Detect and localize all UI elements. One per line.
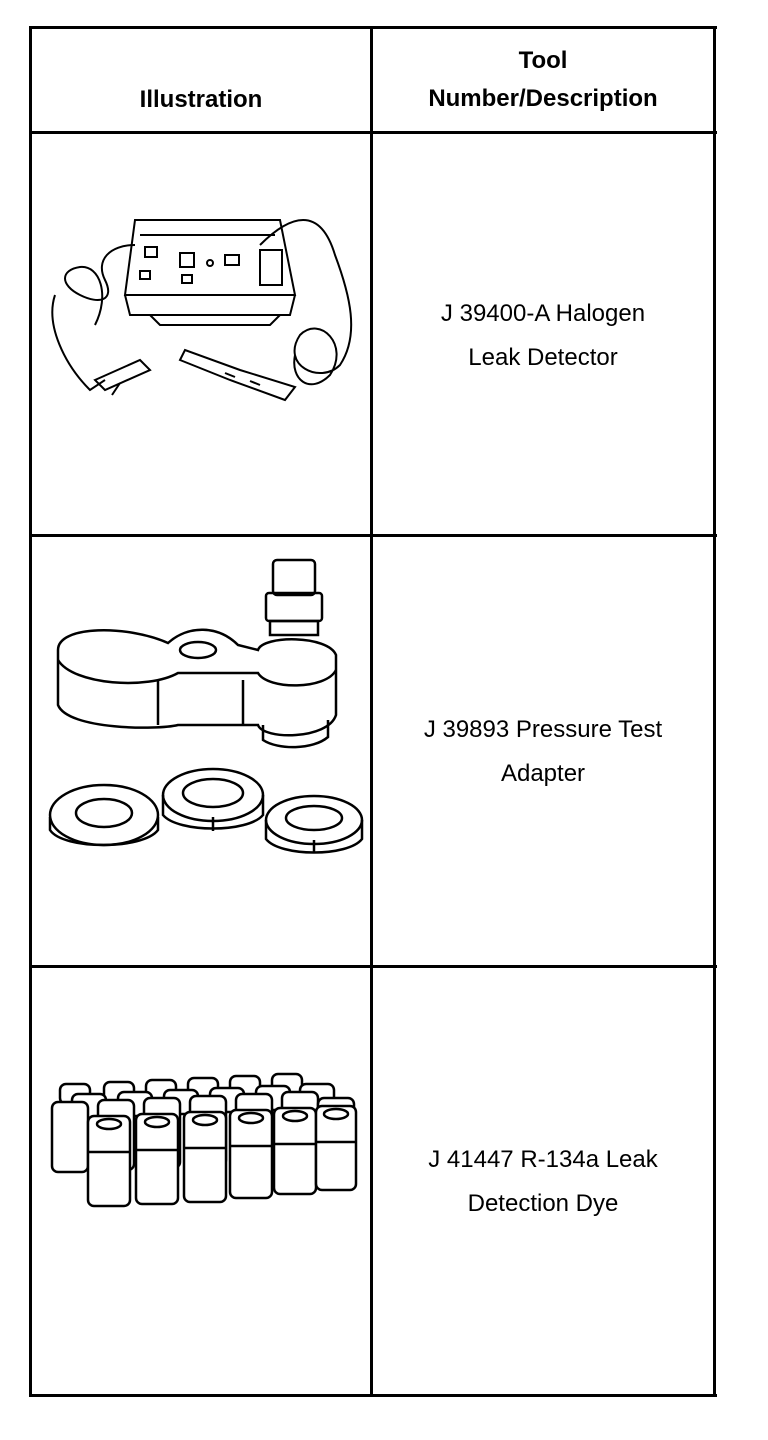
table-border-right bbox=[713, 26, 716, 1397]
header-tool-label-line2: Number/Description bbox=[428, 85, 658, 112]
row1-desc-line1: J 39400-A Halogen bbox=[440, 300, 646, 327]
leak-detection-dye-icon bbox=[48, 1072, 364, 1212]
row2-desc-line1: J 39893 Pressure Test bbox=[423, 716, 663, 743]
row2-desc-line2: Adapter bbox=[500, 760, 586, 787]
row3-desc-line2: Detection Dye bbox=[467, 1190, 619, 1217]
header-illustration bbox=[32, 29, 370, 131]
row3-description bbox=[373, 1138, 713, 1226]
table-border-left bbox=[29, 26, 32, 1397]
row1-desc-line2: Leak Detector bbox=[468, 344, 618, 371]
row3-desc-line1: J 41447 R-134a Leak bbox=[428, 1146, 658, 1173]
table-border-row2 bbox=[29, 965, 717, 968]
halogen-leak-detector-icon bbox=[50, 205, 360, 405]
header-tool bbox=[373, 29, 713, 131]
table-border-header bbox=[29, 131, 717, 134]
header-tool-label-line1: Tool bbox=[518, 47, 568, 74]
table-border-row1 bbox=[29, 534, 717, 537]
pressure-test-adapter-icon bbox=[48, 555, 366, 860]
table-border-bottom bbox=[29, 1394, 717, 1397]
row2-description bbox=[373, 708, 713, 796]
header-illustration-label: Illustration bbox=[139, 86, 263, 113]
row1-description bbox=[373, 292, 713, 380]
